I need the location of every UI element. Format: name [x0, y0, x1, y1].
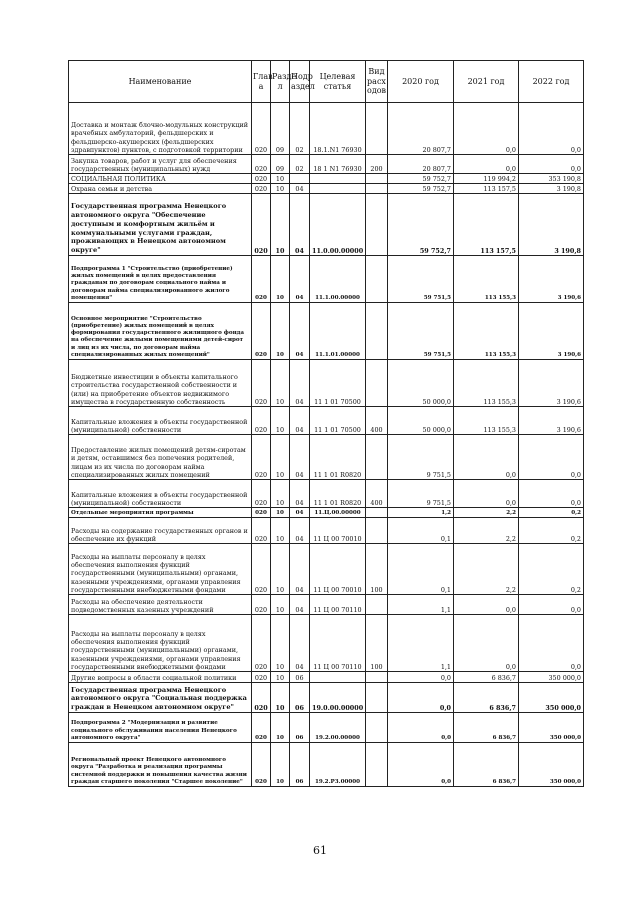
cell-subsection: 06 — [290, 672, 310, 683]
table-row — [69, 743, 584, 787]
cell-2022: 350 000,0 — [519, 743, 584, 787]
cell-subsection: 04 — [290, 303, 310, 360]
cell-section: 10 — [271, 615, 290, 672]
cell-section: 10 — [271, 435, 290, 480]
cell-2022: 0,2 — [519, 518, 584, 544]
cell-expense-type: 100 — [366, 615, 388, 672]
cell-target: 11 Ц 00 70010 — [310, 544, 366, 595]
header-target: Целевая статья — [310, 61, 366, 103]
cell-target — [310, 672, 366, 683]
cell-subsection: 04 — [290, 595, 310, 615]
table-row — [69, 303, 584, 360]
cell-subsection: 04 — [290, 615, 310, 672]
cell-2020: 0,0 — [388, 743, 454, 787]
cell-2022: 0,0 — [519, 480, 584, 508]
cell-target: 11 Ц 00 70010 — [310, 518, 366, 544]
cell-2020: 50 000,0 — [388, 360, 454, 407]
cell-2020: 20 807,7 — [388, 155, 454, 174]
cell-name: Региональный проект Ненецкого автономного округа "Разработка и реализация программы системной поддержки и повышения качества жизни граждан старшего поколения "Старшее поколение" — [69, 743, 252, 787]
cell-name: Закупка товаров, работ и услуг для обеспечения государственных (муниципальных) нужд — [69, 155, 252, 174]
cell-target — [310, 184, 366, 194]
cell-2021: 113 155,3 — [454, 360, 519, 407]
cell-chapter: 020 — [252, 544, 271, 595]
cell-2021: 2,2 — [454, 508, 519, 518]
cell-target — [310, 174, 366, 184]
header-2022: 2022 год — [519, 61, 584, 103]
cell-expense-type: 200 — [366, 155, 388, 174]
cell-section: 09 — [271, 155, 290, 174]
cell-expense-type — [366, 256, 388, 303]
table-body — [69, 103, 584, 787]
header-2020: 2020 год — [388, 61, 454, 103]
cell-2021: 0,0 — [454, 480, 519, 508]
cell-expense-type — [366, 713, 388, 743]
cell-section: 09 — [271, 103, 290, 155]
cell-subsection: 04 — [290, 194, 310, 256]
cell-2022: 0,0 — [519, 155, 584, 174]
table-row — [69, 683, 584, 713]
cell-target: 11 1 01 R0820 — [310, 480, 366, 508]
cell-2022: 3 190,6 — [519, 407, 584, 435]
cell-2020: 0,1 — [388, 544, 454, 595]
table-row — [69, 595, 584, 615]
cell-target: 19.2.P3.00000 — [310, 743, 366, 787]
cell-name: Другие вопросы в области социальной политики — [69, 672, 252, 683]
cell-subsection: 06 — [290, 743, 310, 787]
cell-2021: 2,2 — [454, 518, 519, 544]
cell-subsection: 02 — [290, 155, 310, 174]
cell-target: 11 1 01 70500 — [310, 360, 366, 407]
cell-name: Подпрограмма 1 "Строительство (приобретение) жилых помещений в целях предоставления гражданам по договорам социального найма и договорам найма специализированного жилого помещения" — [69, 256, 252, 303]
cell-subsection: 04 — [290, 544, 310, 595]
cell-chapter: 020 — [252, 683, 271, 713]
cell-2022: 350 000,0 — [519, 683, 584, 713]
page-number: 61 — [313, 844, 327, 857]
cell-subsection: 02 — [290, 103, 310, 155]
cell-expense-type — [366, 360, 388, 407]
cell-target: 11 Ц 00 70110 — [310, 615, 366, 672]
cell-2020: 0,0 — [388, 683, 454, 713]
cell-2021: 6 836,7 — [454, 743, 519, 787]
cell-2020: 0,0 — [388, 713, 454, 743]
cell-expense-type — [366, 672, 388, 683]
cell-name: Бюджетные инвестиции в объекты капитального строительства государственной собственности и (или) на приобретение объектов недвижимого имущества в государственную собственность — [69, 360, 252, 407]
cell-section: 10 — [271, 360, 290, 407]
table-row — [69, 407, 584, 435]
cell-2022: 353 190,8 — [519, 174, 584, 184]
cell-expense-type — [366, 508, 388, 518]
cell-expense-type — [366, 184, 388, 194]
cell-subsection — [290, 174, 310, 184]
cell-2021: 6 836,7 — [454, 683, 519, 713]
cell-subsection: 04 — [290, 480, 310, 508]
cell-target: 19.2.00.00000 — [310, 713, 366, 743]
cell-2022: 0,2 — [519, 508, 584, 518]
cell-2022: 350 000,0 — [519, 672, 584, 683]
cell-section: 10 — [271, 407, 290, 435]
cell-name: Расходы на выплаты персоналу в целях обеспечения выполнения функций государственными (муниципальными) органами, казенными учреждениями, органами управления государственными внебюджетными фондами — [69, 544, 252, 595]
table-row — [69, 672, 584, 683]
cell-name: Доставка и монтаж блочно-модульных конструкций врачебных амбулаторий, фельдшерских и фельдшерско-акушерских (фельдшерских здравпунктов) пунктов, с подготовкой территории — [69, 103, 252, 155]
cell-target: 11 1 01 R0820 — [310, 435, 366, 480]
table-row — [69, 544, 584, 595]
cell-section: 10 — [271, 480, 290, 508]
cell-2020: 1,2 — [388, 508, 454, 518]
cell-section: 10 — [271, 256, 290, 303]
cell-chapter: 020 — [252, 303, 271, 360]
cell-name: Подпрограмма 2 "Модернизация и развитие социального обслуживания населения Ненецкого автономного округа" — [69, 713, 252, 743]
cell-subsection: 04 — [290, 256, 310, 303]
cell-2020: 20 807,7 — [388, 103, 454, 155]
budget-table — [68, 60, 584, 787]
cell-chapter: 020 — [252, 407, 271, 435]
cell-name: Капитальные вложения в объекты государственной (муниципальной) собственности — [69, 407, 252, 435]
table-row — [69, 508, 584, 518]
cell-subsection: 04 — [290, 518, 310, 544]
cell-2021: 2,2 — [454, 544, 519, 595]
cell-target: 11.1.01.00000 — [310, 303, 366, 360]
cell-expense-type — [366, 518, 388, 544]
cell-chapter: 020 — [252, 508, 271, 518]
cell-chapter: 020 — [252, 103, 271, 155]
cell-name: Капитальные вложения в объекты государственной (муниципальной) собственности — [69, 480, 252, 508]
cell-name: Расходы на содержание государственных органов и обеспечение их функций — [69, 518, 252, 544]
cell-subsection: 06 — [290, 683, 310, 713]
cell-2021: 113 155,3 — [454, 407, 519, 435]
cell-subsection: 04 — [290, 360, 310, 407]
cell-name: Предоставление жилых помещений детям-сиротам и детям, оставшимся без попечения родителей, лицам из их числа по договорам найма специализированных жилых помещений — [69, 435, 252, 480]
cell-expense-type — [366, 103, 388, 155]
cell-target: 18.1.N1 76930 — [310, 103, 366, 155]
cell-subsection: 06 — [290, 713, 310, 743]
cell-section: 10 — [271, 743, 290, 787]
header-chapter: Глав а — [252, 61, 271, 103]
cell-2020: 50 000,0 — [388, 407, 454, 435]
cell-expense-type — [366, 174, 388, 184]
cell-name: Основное мероприятие "Строительство (приобретение) жилых помещений в целях формирования государственного жилищного фонда на обеспечение жилыми помещениями детей-сирот и лиц из их числа, по договорам найма специализированных жилых помещений" — [69, 303, 252, 360]
cell-subsection: 04 — [290, 508, 310, 518]
header-name: Наименование — [69, 61, 252, 103]
cell-target: 11 1 01 70500 — [310, 407, 366, 435]
budget-sheet — [68, 60, 583, 787]
cell-2022: 0,0 — [519, 615, 584, 672]
table-row — [69, 194, 584, 256]
cell-2021: 6 836,7 — [454, 672, 519, 683]
cell-2021: 6 836,7 — [454, 713, 519, 743]
cell-2022: 3 190,6 — [519, 303, 584, 360]
cell-section: 10 — [271, 544, 290, 595]
cell-subsection: 04 — [290, 184, 310, 194]
table-row — [69, 518, 584, 544]
cell-section: 10 — [271, 194, 290, 256]
cell-expense-type — [366, 683, 388, 713]
cell-subsection: 04 — [290, 435, 310, 480]
cell-chapter: 020 — [252, 595, 271, 615]
cell-name: Расходы на обеспечение деятельности подведомственных казенных учреждений — [69, 595, 252, 615]
cell-2020: 59 752,7 — [388, 184, 454, 194]
cell-subsection: 04 — [290, 407, 310, 435]
cell-expense-type — [366, 595, 388, 615]
cell-chapter: 020 — [252, 435, 271, 480]
cell-2020: 59 751,5 — [388, 303, 454, 360]
table-row — [69, 174, 584, 184]
cell-2020: 9 751,5 — [388, 480, 454, 508]
header-section: Разде л — [271, 61, 290, 103]
cell-2021: 0,0 — [454, 155, 519, 174]
cell-2021: 0,0 — [454, 615, 519, 672]
cell-expense-type — [366, 435, 388, 480]
table-row — [69, 480, 584, 508]
cell-name: Отдельные мероприятия программы — [69, 508, 252, 518]
cell-section: 10 — [271, 713, 290, 743]
cell-chapter: 020 — [252, 743, 271, 787]
cell-section: 10 — [271, 184, 290, 194]
header-expense-type: Вид расх одов — [366, 61, 388, 103]
table-row — [69, 184, 584, 194]
cell-target: 19.0.00.00000 — [310, 683, 366, 713]
cell-2022: 0,0 — [519, 595, 584, 615]
cell-section: 10 — [271, 683, 290, 713]
cell-target: 11.1.00.00000 — [310, 256, 366, 303]
cell-expense-type: 100 — [366, 544, 388, 595]
table-row — [69, 435, 584, 480]
table-row — [69, 713, 584, 743]
cell-2021: 113 155,3 — [454, 256, 519, 303]
cell-2022: 3 190,6 — [519, 360, 584, 407]
table-row — [69, 256, 584, 303]
cell-expense-type — [366, 194, 388, 256]
cell-2022: 3 190,8 — [519, 184, 584, 194]
cell-name: Охрана семьи и детства — [69, 184, 252, 194]
cell-2020: 9 751,5 — [388, 435, 454, 480]
cell-2020: 59 751,5 — [388, 256, 454, 303]
cell-target: 11.Ц.00.00000 — [310, 508, 366, 518]
cell-2021: 113 157,5 — [454, 194, 519, 256]
cell-name: Государственная программа Ненецкого автономного округа "Социальная поддержка граждан в Ненецком автономном округе" — [69, 683, 252, 713]
cell-target: 18 1 N1 76930 — [310, 155, 366, 174]
cell-section: 10 — [271, 518, 290, 544]
cell-section: 10 — [271, 508, 290, 518]
cell-2021: 0,0 — [454, 103, 519, 155]
cell-2021: 0,0 — [454, 595, 519, 615]
cell-2020: 59 752,7 — [388, 194, 454, 256]
cell-2021: 119 994,2 — [454, 174, 519, 184]
cell-chapter: 020 — [252, 194, 271, 256]
cell-chapter: 020 — [252, 360, 271, 407]
cell-2022: 350 000,0 — [519, 713, 584, 743]
cell-chapter: 020 — [252, 256, 271, 303]
cell-2021: 0,0 — [454, 435, 519, 480]
table-row — [69, 360, 584, 407]
cell-chapter: 020 — [252, 672, 271, 683]
cell-expense-type: 400 — [366, 407, 388, 435]
table-row — [69, 155, 584, 174]
cell-section: 10 — [271, 672, 290, 683]
cell-2020: 1,1 — [388, 595, 454, 615]
cell-chapter: 020 — [252, 155, 271, 174]
cell-2020: 59 752,7 — [388, 174, 454, 184]
cell-chapter: 020 — [252, 184, 271, 194]
cell-expense-type — [366, 303, 388, 360]
cell-chapter: 020 — [252, 713, 271, 743]
cell-name: СОЦИАЛЬНАЯ ПОЛИТИКА — [69, 174, 252, 184]
cell-section: 10 — [271, 595, 290, 615]
cell-2022: 3 190,8 — [519, 194, 584, 256]
table-header — [69, 61, 584, 103]
cell-2020: 0,1 — [388, 518, 454, 544]
cell-2022: 0,0 — [519, 435, 584, 480]
cell-2022: 0,0 — [519, 103, 584, 155]
cell-target: 11 Ц 00 70110 — [310, 595, 366, 615]
cell-chapter: 020 — [252, 174, 271, 184]
cell-chapter: 020 — [252, 518, 271, 544]
cell-section: 10 — [271, 303, 290, 360]
cell-2021: 113 157,5 — [454, 184, 519, 194]
cell-2021: 113 155,3 — [454, 303, 519, 360]
header-2021: 2021 год — [454, 61, 519, 103]
cell-2022: 3 190,6 — [519, 256, 584, 303]
cell-name: Расходы на выплаты персоналу в целях обеспечения выполнения функций государственными (муниципальными) органами, казенными учреждениями, органами управления государственными внебюджетными фондами — [69, 615, 252, 672]
cell-2020: 0,0 — [388, 672, 454, 683]
cell-section: 10 — [271, 174, 290, 184]
cell-target: 11.0.00.00000 — [310, 194, 366, 256]
cell-expense-type: 400 — [366, 480, 388, 508]
table-row — [69, 103, 584, 155]
header-subsection: Подр аздел — [290, 61, 310, 103]
cell-chapter: 020 — [252, 615, 271, 672]
cell-expense-type — [366, 743, 388, 787]
table-row — [69, 615, 584, 672]
cell-2020: 1,1 — [388, 615, 454, 672]
cell-chapter: 020 — [252, 480, 271, 508]
cell-2022: 0,2 — [519, 544, 584, 595]
cell-name: Государственная программа Ненецкого автономного округа "Обеспечение доступным и комфортным жильём и коммунальными услугами граждан, проживающих в Ненецком автономном округе" — [69, 194, 252, 256]
